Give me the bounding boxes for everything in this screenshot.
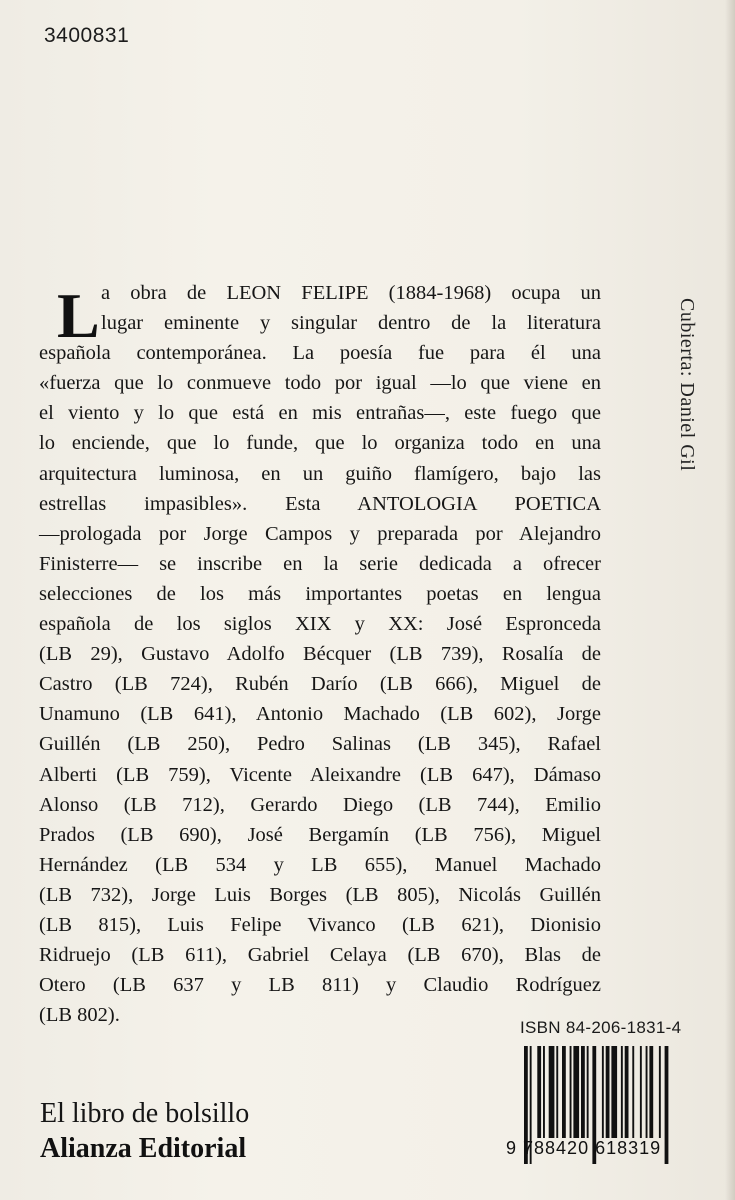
blurb-text bbox=[39, 278, 601, 1030]
blurb-line: (LB 732), Jorge Luis Borges (LB 805), Nicolás Guillén bbox=[39, 883, 601, 906]
barcode-bar bbox=[611, 1046, 617, 1138]
blurb-line: Alonso (LB 712), Gerardo Diego (LB 744), Emilio bbox=[39, 793, 601, 816]
barcode-bar bbox=[646, 1046, 648, 1138]
publisher-name: Alianza Editorial bbox=[40, 1133, 247, 1164]
barcode-bar bbox=[602, 1046, 604, 1138]
blurb-line: Alberti (LB 759), Vicente Aleixandre (LB 647), Dámaso bbox=[39, 763, 601, 786]
blurb-line: Unamuno (LB 641), Antonio Machado (LB 602), Jorge bbox=[39, 703, 601, 726]
barcode-bar bbox=[537, 1046, 541, 1138]
blurb-line: Otero (LB 637 y LB 811) y Claudio Rodríguez bbox=[39, 974, 601, 997]
barcode-bar bbox=[621, 1046, 623, 1138]
barcode-bar bbox=[640, 1046, 642, 1138]
blurb-line: española de los siglos XIX y XX: José Espronceda bbox=[39, 613, 601, 636]
barcode-number: 9 788420 618319 bbox=[506, 1138, 662, 1158]
blurb-line: (LB 802). bbox=[39, 1004, 120, 1027]
drop-cap: L bbox=[57, 280, 100, 351]
cover-credit: Cubierta: Daniel Gil bbox=[676, 298, 698, 472]
blurb-line: Castro (LB 724), Rubén Darío (LB 666), Miguel de bbox=[39, 673, 601, 696]
isbn-label: ISBN 84-206-1831-4 bbox=[520, 1018, 682, 1037]
blurb-line: el viento y lo que está en mis entrañas—, este fuego que bbox=[39, 402, 601, 425]
barcode-bar bbox=[632, 1046, 634, 1138]
catalog-code: 3400831 bbox=[44, 24, 130, 47]
barcode-bar bbox=[581, 1046, 585, 1138]
barcode-bar bbox=[570, 1046, 572, 1138]
blurb-line: (LB 815), Luis Felipe Vivanco (LB 621), Dionisio bbox=[39, 913, 601, 936]
barcode-bar bbox=[606, 1046, 610, 1138]
barcode-bar bbox=[665, 1046, 669, 1164]
blurb-line: Ridruejo (LB 611), Gabriel Celaya (LB 670), Blas de bbox=[39, 944, 601, 967]
blurb-line: estrellas impasibles». Esta ANTOLOGIA POETICA bbox=[39, 492, 601, 515]
barcode-bar bbox=[562, 1046, 566, 1138]
blurb-line: «fuerza que lo conmueve todo por igual —lo que viene en bbox=[39, 372, 601, 395]
blurb-line: arquitectura luminosa, en un guiño flamígero, bajo las bbox=[39, 462, 601, 485]
blurb-line: lugar eminente y singular dentro de la literatura bbox=[101, 312, 601, 335]
barcode-bar bbox=[549, 1046, 555, 1138]
blurb-line: Guillén (LB 250), Pedro Salinas (LB 345), Rafael bbox=[39, 733, 601, 756]
blurb-line: Hernández (LB 534 y LB 655), Manuel Machado bbox=[39, 853, 601, 876]
blurb-line: española contemporánea. La poesía fue para él una bbox=[39, 342, 601, 365]
blurb-line: (LB 29), Gustavo Adolfo Bécquer (LB 739), Rosalía de bbox=[39, 643, 601, 666]
series-name: El libro de bolsillo bbox=[40, 1098, 250, 1129]
barcode-bar bbox=[659, 1046, 661, 1138]
barcode-bar bbox=[556, 1046, 558, 1138]
barcode-bar bbox=[543, 1046, 545, 1138]
blurb-line: Prados (LB 690), José Bergamín (LB 756), Miguel bbox=[39, 823, 601, 846]
blurb-line: lo enciende, que lo funde, que lo organiza todo en una bbox=[39, 432, 601, 455]
barcode-bar bbox=[587, 1046, 589, 1138]
blurb-line: —prologada por Jorge Campos y preparada por Alejandro bbox=[39, 522, 601, 545]
blurb-line: a obra de LEON FELIPE (1884-1968) ocupa un bbox=[101, 282, 601, 304]
blurb-line: Finisterre— se inscribe en la serie dedicada a ofrecer bbox=[39, 552, 601, 575]
barcode-bar bbox=[573, 1046, 579, 1138]
blurb-line: selecciones de los más importantes poetas en lengua bbox=[39, 582, 601, 605]
barcode-bar bbox=[625, 1046, 629, 1138]
barcode-bar bbox=[649, 1046, 653, 1138]
